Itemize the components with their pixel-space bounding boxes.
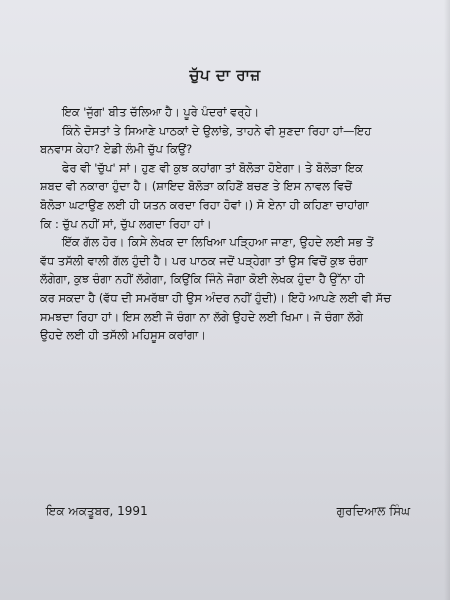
text-line: ਉਹਦੇ ਲਈ ਹੀ ਤਸੱਲੀ ਮਹਿਸੂਸ ਕਰਾਂਗਾ। [40, 328, 206, 343]
text-line: ਇੱਕ ਗੱਲ ਹੋਰ। ਕਿਸੇ ਲੇਖਕ ਦਾ ਲਿਖਿਆ ਪੜ੍ਹਿਆ ਜਾਣਾ, ਉਹਦੇ ਲਈ ਸਭ ਤੋਂ [62, 235, 374, 250]
author-name: ਗੁਰਦਿਆਲ ਸਿੰਘ [336, 504, 410, 518]
text-line: ਸਮਝਦਾ ਰਿਹਾ ਹਾਂ। ਇਸ ਲਈ ਜੋ ਚੰਗਾ ਨਾ ਲੱਗੇ ਉਹਦੇ ਲਈ ਖਿਮਾ। ਜੋ ਚੰਗਾ ਲੱਗੇ [40, 309, 363, 324]
text-line: ਕਿੰਨੇ ਦੋਸਤਾਂ ਤੇ ਸਿਆਣੇ ਪਾਠਕਾਂ ਦੇ ਉਲਾਂਭੇ, ਤਾਹਨੇ ਵੀ ਸੁਣਦਾ ਰਿਹਾ ਹਾਂ—ਇਹ [62, 123, 372, 138]
text-line: ਬੋਲੋੜਾ ਘਟਾਉਣ ਲਈ ਹੀ ਯਤਨ ਕਰਦਾ ਰਿਹਾ ਹੋਵਾਂ।) ਸੋ ਏਨਾ ਹੀ ਕਹਿਣਾ ਚਾਹਾਂਗਾ [40, 197, 369, 212]
body-text [40, 103, 410, 345]
chapter-title: ਚੁੱਪ ਦਾ ਰਾਜ਼ [189, 66, 261, 84]
text-line: ਸ਼ਬਦ ਵੀ ਨਕਾਰਾ ਹੁੰਦਾ ਹੈ। (ਸ਼ਾਇਦ ਬੋਲੋੜਾ ਕਹਿਣੋਂ ਬਚਣ ਤੇ ਇਸ ਨਾਵਲ ਵਿਚੋਂ [40, 179, 352, 194]
page-edge-shadow [444, 0, 450, 600]
text-line: ਕਿ : ਚੁੱਪ ਨਹੀਂ ਸਾਂ, ਚੁੱਪ ਲਗਦਾ ਰਿਹਾ ਹਾਂ। [40, 216, 212, 231]
text-line: ਬਨਵਾਸ ਕੇਹਾ? ਏਡੀ ਲੰਮੀ ਚੁੱਪ ਕਿਉਂ? [40, 142, 193, 157]
signing-date: ਇਕ ਅਕਤੂਬਰ, 1991 [46, 504, 148, 518]
text-line: ਲੱਗੇਗਾ, ਕੁਝ ਚੰਗਾ ਨਹੀਂ ਲੱਗੇਗਾ, ਕਿਉਂਕਿ ਜਿੰਨੇ ਜੋਗਾ ਕੋਈ ਲੇਖਕ ਹੁੰਦਾ ਹੈ ਉੱਨਾ ਹੀ [40, 272, 365, 287]
text-line: ਵੱਧ ਤਸੱਲੀ ਵਾਲੀ ਗੱਲ ਹੁੰਦੀ ਹੈ। ਪਰ ਪਾਠਕ ਜਦੋਂ ਪੜ੍ਹੇਗਾ ਤਾਂ ਉਸ ਵਿਚੋਂ ਕੁਝ ਚੰਗਾ [40, 253, 368, 268]
text-line: ਫੇਰ ਵੀ 'ਚੁੱਪ' ਸਾਂ। ਹੁਣ ਵੀ ਕੁਝ ਕਹਾਂਗਾ ਤਾਂ ਬੋਲੋੜਾ ਹੋਏਗਾ। ਤੇ ਬੋਲੋੜਾ ਇਕ [62, 160, 363, 175]
text-line: ਇਕ 'ਜੁੱਗ' ਬੀਤ ਚੱਲਿਆ ਹੈ। ਪੂਰੇ ਪੰਦਰਾਂ ਵਰ੍ਹੇ। [62, 105, 260, 119]
text-line: ਕਰ ਸਕਦਾ ਹੈ (ਵੱਧ ਦੀ ਸਮਰੱਥਾ ਹੀ ਉਸ ਅੰਦਰ ਨਹੀਂ ਹੁੰਦੀ)। ਇਹੋ ਆਪਣੇ ਲਈ ਵੀ ਸੱਚ [40, 290, 392, 305]
